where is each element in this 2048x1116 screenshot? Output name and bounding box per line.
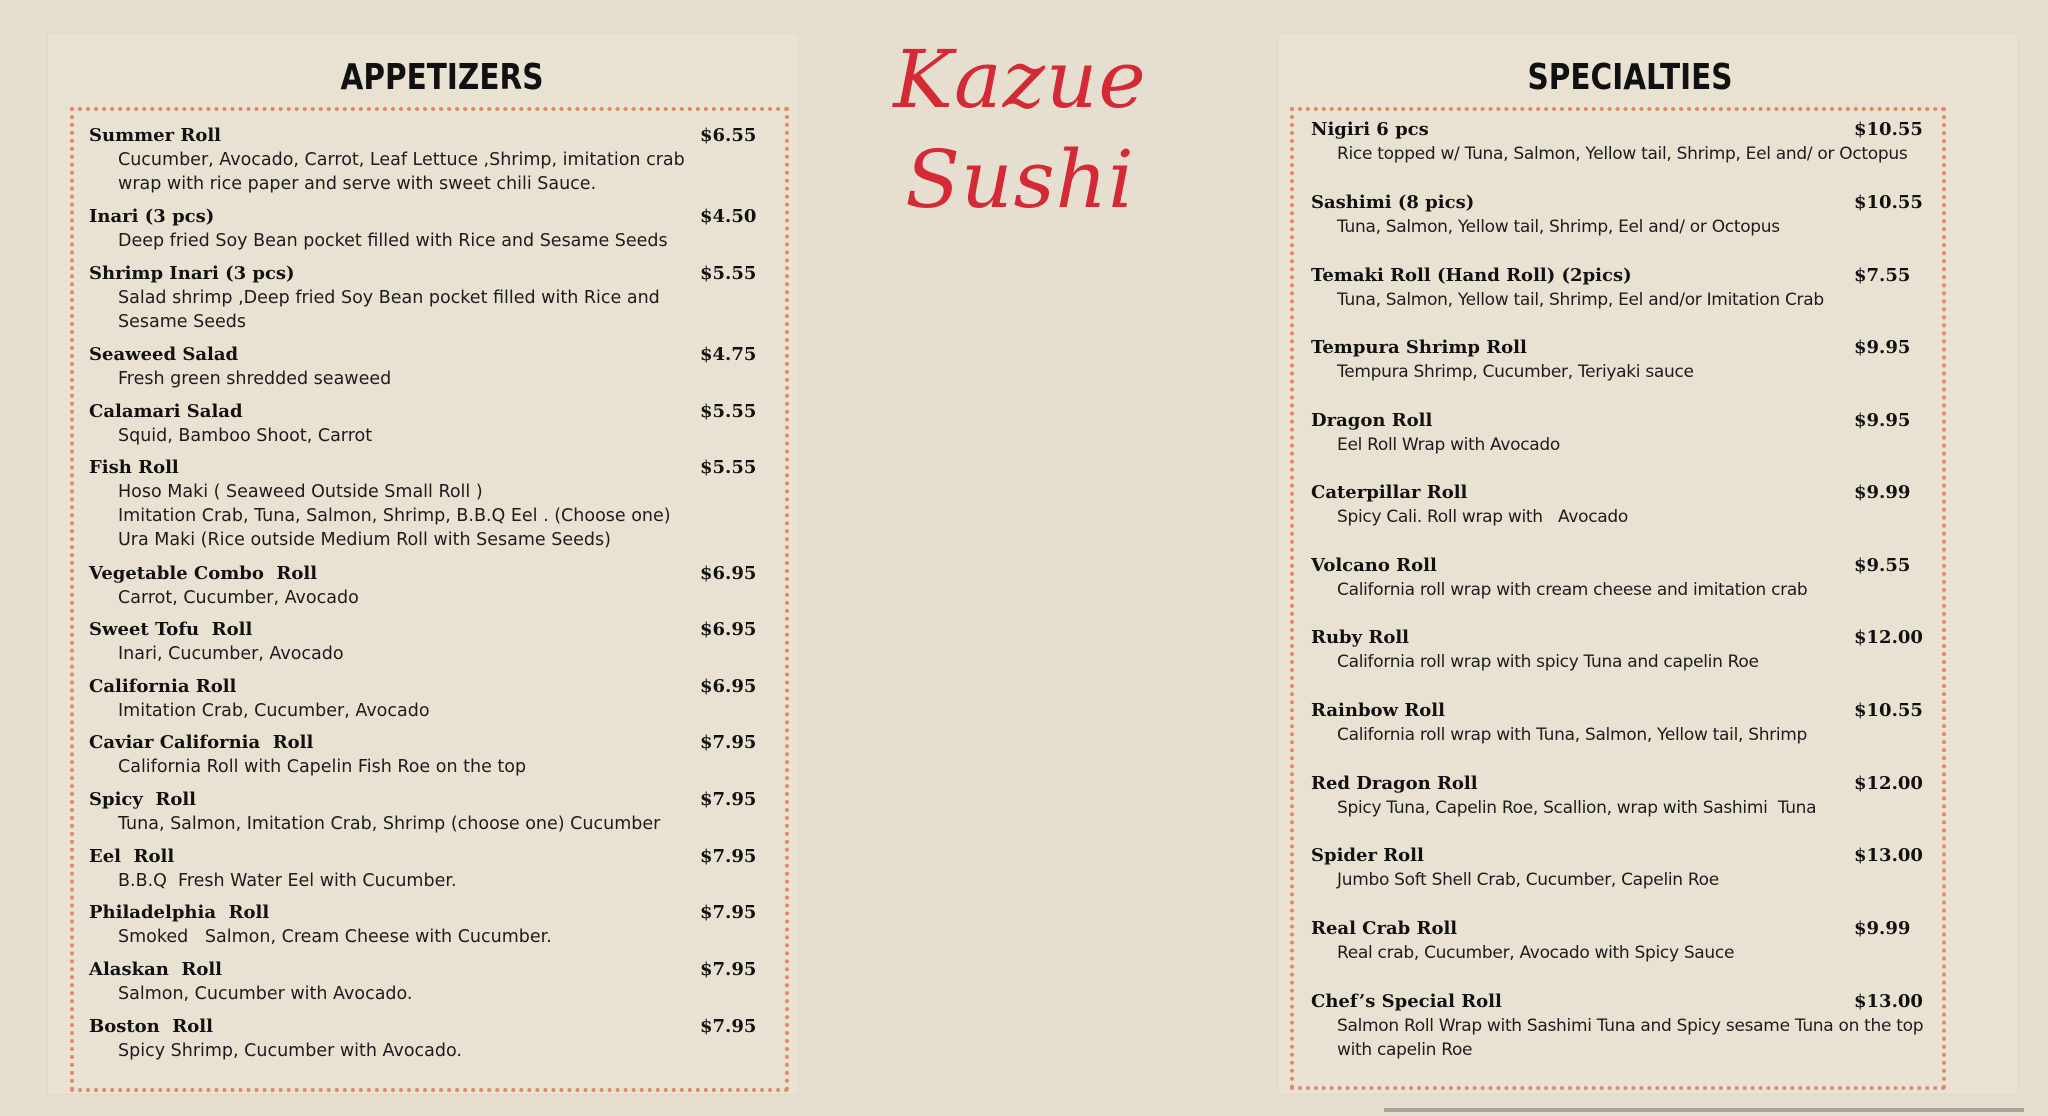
item-price: $9.95 [1854,410,1911,431]
item-description: Cucumber, Avocado, Carrot, Leaf Lettuce ,Shrimp, imitation crab [118,150,685,170]
item-name: Chef’s Special Roll [1311,991,1502,1012]
menu-item [89,958,757,1006]
item-description: Inari, Cucumber, Avocado [118,644,344,664]
item-price: $13.00 [1854,845,1923,866]
item-description: Imitation Crab, Tuna, Salmon, Shrimp, B.B.Q Eel . (Choose one) [118,506,671,526]
item-description: Salmon Roll Wrap with Sashimi Tuna and Spicy sesame Tuna on the top [1337,1016,1924,1036]
item-name: Temaki Roll (Hand Roll) (2pics) [1311,265,1632,286]
item-description: Eel Roll Wrap with Avocado [1337,435,1560,455]
menu-item [89,262,757,334]
item-description: Tuna, Salmon, Yellow tail, Shrimp, Eel and/or Imitation Crab [1337,290,1824,310]
menu-item [89,845,757,893]
item-name: Fish Roll [89,457,179,478]
item-description: Real crab, Cucumber, Avocado with Spicy Sauce [1337,943,1735,963]
item-name: Caterpillar Roll [1311,482,1468,503]
item-description: Smoked Salmon, Cream Cheese with Cucumber. [118,927,552,947]
item-price: $12.00 [1854,773,1923,794]
menu-item [1311,626,1931,674]
item-description: with capelin Roe [1337,1040,1473,1060]
menu-item [1311,554,1931,602]
item-price: $7.95 [700,902,757,923]
menu-item [89,731,757,779]
item-description: Fresh green shredded seaweed [118,369,392,389]
menu-item [89,400,757,448]
item-name: Sashimi (8 pics) [1311,192,1475,213]
item-price: $9.99 [1854,918,1911,939]
item-name: Calamari Salad [89,401,243,422]
item-name: Rainbow Roll [1311,700,1445,721]
item-description: Spicy Cali. Roll wrap with Avocado [1337,507,1628,527]
item-name: Dragon Roll [1311,410,1433,431]
menu-item [89,562,757,610]
item-description: Tempura Shrimp, Cucumber, Teriyaki sauce [1337,362,1694,382]
item-price: $4.75 [700,344,757,365]
item-name: Shrimp Inari (3 pcs) [89,263,295,284]
item-description: Imitation Crab, Cucumber, Avocado [118,701,430,721]
item-price: $7.55 [1854,265,1911,286]
item-description: California roll wrap with cream cheese and imitation crab [1337,580,1808,600]
item-description: Spicy Tuna, Capelin Roe, Scallion, wrap with Sashimi Tuna [1337,798,1817,818]
item-description: Tuna, Salmon, Imitation Crab, Shrimp (choose one) Cucumber [118,814,661,834]
item-description: wrap with rice paper and serve with sweet chili Sauce. [118,174,597,194]
item-name: Inari (3 pcs) [89,206,215,227]
item-description: California Roll with Capelin Fish Roe on the top [118,757,527,777]
item-name: Vegetable Combo Roll [89,563,318,584]
menu-item [89,788,757,836]
item-description: Deep fried Soy Bean pocket filled with Rice and Sesame Seeds [118,231,668,251]
item-price: $7.95 [700,846,757,867]
item-price: $4.50 [700,206,757,227]
item-price: $7.95 [700,959,757,980]
menu-item [1311,481,1931,529]
item-description: California roll wrap with Tuna, Salmon, Yellow tail, Shrimp [1337,725,1808,745]
item-description: Carrot, Cucumber, Avocado [118,588,359,608]
menu-item [1311,990,1931,1062]
item-description: B.B.Q Fresh Water Eel with Cucumber. [118,871,457,891]
menu-item [1311,118,1931,166]
item-name: Philadelphia Roll [89,902,270,923]
item-name: Ruby Roll [1311,627,1409,648]
menu-item [89,901,757,949]
menu-item [89,456,757,552]
item-name: California Roll [89,676,237,697]
item-price: $5.55 [700,457,757,478]
item-price: $10.55 [1854,119,1923,140]
menu-item [1311,699,1931,747]
item-description: Salmon, Cucumber with Avocado. [118,984,413,1004]
menu-item [1311,917,1931,965]
item-price: $9.99 [1854,482,1911,503]
item-description: Hoso Maki ( Seaweed Outside Small Roll ) [118,482,483,502]
item-name: Red Dragon Roll [1311,773,1478,794]
menu-item [89,1015,757,1063]
item-price: $7.95 [700,1016,757,1037]
item-name: Summer Roll [89,125,222,146]
bottom-divider [1384,1108,2024,1112]
item-name: Spicy Roll [89,789,197,810]
item-name: Alaskan Roll [89,959,222,980]
item-price: $12.00 [1854,627,1923,648]
menu-item [1311,409,1931,457]
item-price: $5.55 [700,263,757,284]
item-price: $9.55 [1854,555,1911,576]
item-price: $6.95 [700,676,757,697]
menu-item [1311,844,1931,892]
item-price: $7.95 [700,732,757,753]
item-description: California roll wrap with spicy Tuna and capelin Roe [1337,652,1759,672]
item-price: $5.55 [700,401,757,422]
menu-item [89,205,757,253]
menu-item [89,343,757,391]
menu-item [1311,264,1931,312]
restaurant-name: Kazue Sushi [893,33,1147,226]
item-description: Spicy Shrimp, Cucumber with Avocado. [118,1041,462,1061]
specialties-title: SPECIALTIES [1527,57,1733,98]
item-name: Eel Roll [89,846,175,867]
item-price: $6.95 [700,619,757,640]
item-price: $13.00 [1854,991,1923,1012]
item-description: Sesame Seeds [118,312,246,332]
item-description: Jumbo Soft Shell Crab, Cucumber, Capelin Roe [1337,870,1719,890]
menu-item [89,124,757,196]
menu-item [1311,772,1931,820]
item-name: Boston Roll [89,1016,213,1037]
item-price: $10.55 [1854,700,1923,721]
item-name: Real Crab Roll [1311,918,1458,939]
appetizers-title: APPETIZERS [340,57,544,98]
menu-item [1311,191,1931,239]
item-description: Tuna, Salmon, Yellow tail, Shrimp, Eel and/ or Octopus [1337,217,1780,237]
item-price: $6.95 [700,563,757,584]
item-name: Spider Roll [1311,845,1424,866]
menu-item [89,675,757,723]
menu-item [1311,336,1931,384]
item-name: Volcano Roll [1311,555,1437,576]
item-price: $6.55 [700,125,757,146]
item-price: $7.95 [700,789,757,810]
item-name: Caviar California Roll [89,732,314,753]
item-name: Nigiri 6 pcs [1311,119,1429,140]
item-description: Squid, Bamboo Shoot, Carrot [118,426,373,446]
item-name: Seaweed Salad [89,344,239,365]
item-price: $9.95 [1854,337,1911,358]
item-description: Ura Maki (Rice outside Medium Roll with Sesame Seeds) [118,530,611,550]
item-name: Tempura Shrimp Roll [1311,337,1527,358]
item-name: Sweet Tofu Roll [89,619,253,640]
item-description: Rice topped w/ Tuna, Salmon, Yellow tail, Shrimp, Eel and/ or Octopus [1337,144,1908,164]
menu-item [89,618,757,666]
item-price: $10.55 [1854,192,1923,213]
item-description: Salad shrimp ,Deep fried Soy Bean pocket filled with Rice and [118,288,660,308]
